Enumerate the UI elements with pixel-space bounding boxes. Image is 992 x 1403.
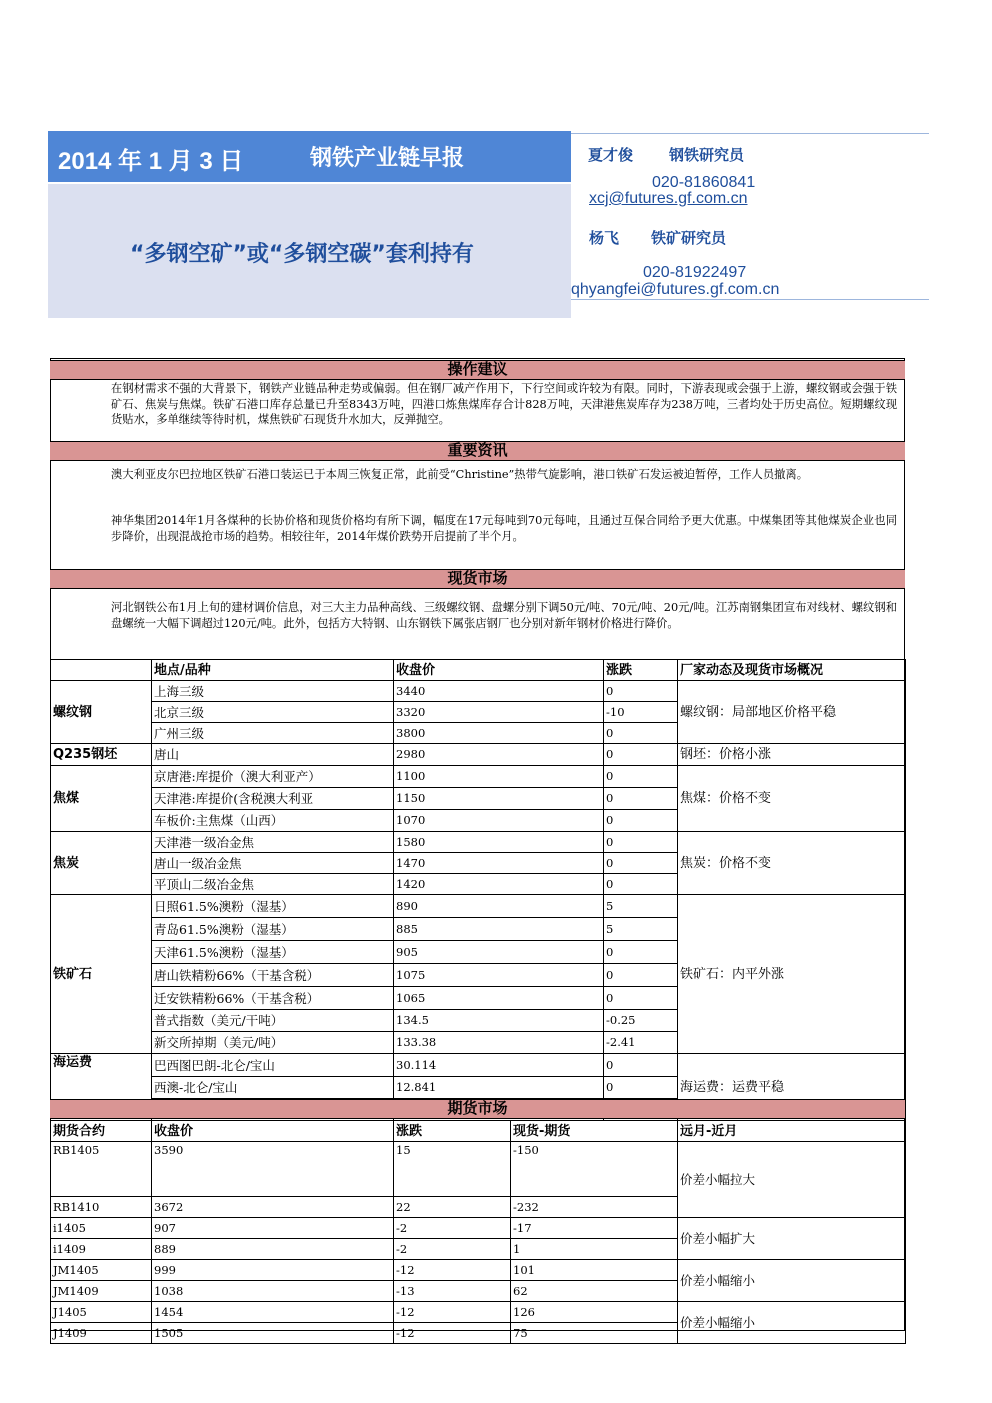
spot-header-row xyxy=(51,660,906,681)
price-change: 0 xyxy=(604,788,678,810)
item-name: 北京三级 xyxy=(152,702,394,723)
closing-price: 30.114 xyxy=(394,1054,604,1077)
closing-price: 1420 xyxy=(394,874,604,895)
report-subtitle: “多钢空矿”或“多钢空碳”套利持有 xyxy=(130,242,474,267)
closing-price: 890 xyxy=(394,895,604,918)
price-change: 15 xyxy=(394,1142,511,1197)
column-header: 现货-期货 xyxy=(511,1121,678,1142)
price-change: 5 xyxy=(604,918,678,941)
closing-price: 1065 xyxy=(394,987,604,1010)
item-name: 巴西图巴朗-北仑/宝山 xyxy=(152,1054,394,1077)
closing-price: 1100 xyxy=(394,766,604,788)
column-header: 涨跌 xyxy=(604,660,678,681)
price-change: 0 xyxy=(604,681,678,702)
contract-code: J1409 xyxy=(51,1323,152,1344)
table-row xyxy=(51,1302,906,1323)
closing-price: 2980 xyxy=(394,744,604,766)
spread-note: 价差小幅缩小 xyxy=(678,1302,906,1344)
table-row xyxy=(51,1260,906,1281)
column-header: 远月-近月 xyxy=(678,1121,906,1142)
item-name: 平顶山二级冶金焦 xyxy=(152,874,394,895)
spot-futures-basis: 1 xyxy=(511,1239,678,1260)
spot-futures-basis: 75 xyxy=(511,1323,678,1344)
analyst-phone: 020-81860841 xyxy=(652,174,756,191)
analyst-role: 钢铁研究员 xyxy=(669,146,745,164)
price-change: 0 xyxy=(604,874,678,895)
closing-price: 1038 xyxy=(152,1281,394,1302)
item-name: 普式指数（美元/干吨） xyxy=(152,1010,394,1032)
item-name: 新交所掉期（美元/吨） xyxy=(152,1032,394,1054)
market-note: 海运费：运费平稳 xyxy=(678,1054,906,1121)
closing-price: 889 xyxy=(152,1239,394,1260)
item-name: 天津61.5%澳粉（湿基） xyxy=(152,941,394,964)
futures-market-table xyxy=(50,1120,906,1344)
report-title: 钢铁产业链早报 xyxy=(310,146,465,171)
contract-code: JM1405 xyxy=(51,1260,152,1281)
contract-code: i1405 xyxy=(51,1218,152,1239)
price-change: -2.41 xyxy=(604,1032,678,1054)
analyst-email-link[interactable]: xcj@futures.gf.com.cn xyxy=(589,190,748,207)
section-heading-advice: 操作建议 xyxy=(50,360,905,380)
market-note: 焦煤：价格不变 xyxy=(678,766,906,832)
price-change: 0 xyxy=(604,810,678,832)
contract-code: JM1409 xyxy=(51,1281,152,1302)
spot-futures-basis: 101 xyxy=(511,1260,678,1281)
table-row xyxy=(51,832,906,853)
analyst-name: 夏才俊 xyxy=(588,146,634,164)
item-name: 日照61.5%澳粉（湿基） xyxy=(152,895,394,918)
closing-price: 3672 xyxy=(152,1197,394,1218)
closing-price: 905 xyxy=(394,941,604,964)
price-change: -12 xyxy=(394,1323,511,1344)
table-row xyxy=(51,895,906,918)
price-change: 0 xyxy=(604,766,678,788)
closing-price: 134.5 xyxy=(394,1010,604,1032)
price-change: 22 xyxy=(394,1197,511,1218)
price-change: 0 xyxy=(604,964,678,987)
advice-paragraph: 在钢材需求不强的大背景下，钢铁产业链品种走势或偏弱。但在钢厂减产作用下，下行空间或许较为有限。同时，下游表现或会强于上游，螺纹钢或会强于铁矿石、焦炭与焦煤。铁矿石港口库存总量已升至8343万吨，四港口炼焦煤库存合计828万吨，天津港焦炭库存为238万吨，三者均处于历史高位。短期螺纹现货贴水，多单继续等待时机，煤焦铁矿石现货升水加大，反弹抛空。 xyxy=(111,382,897,426)
analyst-role: 铁矿研究员 xyxy=(651,229,727,247)
closing-price: 1150 xyxy=(394,788,604,810)
header-rule-top xyxy=(571,133,929,134)
section-heading-news: 重要资讯 xyxy=(50,441,905,461)
section-heading-spot: 现货市场 xyxy=(50,569,905,589)
item-name: 西澳-北仑/宝山 xyxy=(152,1077,394,1099)
futures-table-body xyxy=(51,1121,906,1344)
category-label: 铁矿石 xyxy=(51,895,152,1054)
contract-code: RB1410 xyxy=(51,1197,152,1218)
closing-price: 3590 xyxy=(152,1142,394,1197)
price-change: -0.25 xyxy=(604,1010,678,1032)
category-label: 焦煤 xyxy=(51,766,152,832)
market-note: 焦炭：价格不变 xyxy=(678,832,906,895)
closing-price: 1580 xyxy=(394,832,604,853)
closing-price: 885 xyxy=(394,918,604,941)
price-change: 0 xyxy=(604,1054,678,1077)
closing-price: 133.38 xyxy=(394,1032,604,1054)
spread-note: 价差小幅扩大 xyxy=(678,1218,906,1260)
item-name: 迁安铁精粉66%（干基含税） xyxy=(152,987,394,1010)
closing-price: 1070 xyxy=(394,810,604,832)
market-note: 铁矿石：内平外涨 xyxy=(678,895,906,1054)
column-header: 期货合约 xyxy=(51,1121,152,1142)
price-change: 0 xyxy=(604,987,678,1010)
contract-code: J1405 xyxy=(51,1302,152,1323)
closing-price: 1470 xyxy=(394,853,604,874)
table-row xyxy=(51,681,906,702)
futures-header-row xyxy=(51,1121,906,1142)
header-rule-bottom xyxy=(571,299,929,300)
category-label: Q235钢坯 xyxy=(51,744,152,766)
news-paragraph: 神华集团2014年1月各煤种的长协价格和现货价格均有所下调，幅度在17元每吨到70元每吨，且通过互保合同给予更大优惠。中煤集团等其他煤炭企业也同步降价，出现混战抢市场的趋势。相较往年，2014年煤价跌势开启提前了半个月。 xyxy=(111,514,897,543)
price-change: 0 xyxy=(604,832,678,853)
spot-paragraph: 河北钢铁公布1月上旬的建材调价信息，对三大主力品种高线、三级螺纹钢、盘螺分别下调50元/吨、70元/吨、20元/吨。江苏南钢集团宣布对线材、螺纹钢和盘螺统一大幅下调超过120元/吨。此外，包括方大特钢、山东钢铁下属张店钢厂也分别对新年钢材价格进行降价。 xyxy=(111,601,897,630)
price-change: -12 xyxy=(394,1302,511,1323)
table-row xyxy=(51,1142,906,1197)
column-header: 涨跌 xyxy=(394,1121,511,1142)
spot-market-table xyxy=(50,659,906,1121)
column-header: 地点/品种 xyxy=(152,660,394,681)
item-name: 唐山一级冶金焦 xyxy=(152,853,394,874)
price-change: 0 xyxy=(604,1077,678,1099)
spread-note: 价差小幅拉大 xyxy=(678,1142,906,1218)
item-name: 天津港:库提价(含税澳大利亚 xyxy=(152,788,394,810)
closing-price: 3800 xyxy=(394,723,604,744)
spot-futures-basis: 62 xyxy=(511,1281,678,1302)
price-change: 5 xyxy=(604,895,678,918)
news-paragraph: 澳大利亚皮尔巴拉地区铁矿石港口装运已于本周三恢复正常，此前受“Christine”热带气旋影响，港口铁矿石发运被迫暂停，工作人员撤离。 xyxy=(111,468,809,481)
item-name: 天津港一级冶金焦 xyxy=(152,832,394,853)
item-name: 唐山铁精粉66%（干基含税） xyxy=(152,964,394,987)
price-change: -12 xyxy=(394,1260,511,1281)
price-change: -13 xyxy=(394,1281,511,1302)
closing-price: 999 xyxy=(152,1260,394,1281)
table-row xyxy=(51,744,906,766)
spot-futures-basis: 126 xyxy=(511,1302,678,1323)
market-note: 螺纹钢：局部地区价格平稳 xyxy=(678,681,906,744)
analyst-name: 杨飞 xyxy=(589,229,620,247)
table-row xyxy=(51,1218,906,1239)
closing-price: 3320 xyxy=(394,702,604,723)
column-header: 收盘价 xyxy=(152,1121,394,1142)
category-label: 焦炭 xyxy=(51,832,152,895)
item-name: 青岛61.5%澳粉（湿基） xyxy=(152,918,394,941)
item-name: 广州三级 xyxy=(152,723,394,744)
price-change: -10 xyxy=(604,702,678,723)
spot-table-body xyxy=(51,660,906,1121)
item-name: 唐山 xyxy=(152,744,394,766)
closing-price: 1075 xyxy=(394,964,604,987)
price-change: 0 xyxy=(604,853,678,874)
closing-price: 12.841 xyxy=(394,1077,604,1099)
analyst-phone: 020-81922497 xyxy=(643,264,747,281)
analyst-email: qhyangfei@futures.gf.com.cn xyxy=(571,281,780,298)
closing-price: 1454 xyxy=(152,1302,394,1323)
price-change: -2 xyxy=(394,1239,511,1260)
price-change: -2 xyxy=(394,1218,511,1239)
spot-futures-basis: -150 xyxy=(511,1142,678,1197)
spot-futures-basis: -17 xyxy=(511,1218,678,1239)
spot-futures-basis: -232 xyxy=(511,1197,678,1218)
closing-price: 3440 xyxy=(394,681,604,702)
category-label: 海运费 xyxy=(51,1054,152,1121)
contract-code: RB1405 xyxy=(51,1142,152,1197)
closing-price: 1505 xyxy=(152,1323,394,1344)
closing-price: 907 xyxy=(152,1218,394,1239)
table-row xyxy=(51,766,906,788)
column-header: 收盘价 xyxy=(394,660,604,681)
category-label: 螺纹钢 xyxy=(51,681,152,744)
price-change: 0 xyxy=(604,723,678,744)
item-name: 车板价:主焦煤（山西） xyxy=(152,810,394,832)
table-row xyxy=(51,1054,906,1077)
item-name: 京唐港:库提价（澳大利亚产） xyxy=(152,766,394,788)
column-header: 厂家动态及现货市场概况 xyxy=(678,660,906,681)
spread-note: 价差小幅缩小 xyxy=(678,1260,906,1302)
price-change: 0 xyxy=(604,941,678,964)
market-note: 钢坯：价格小涨 xyxy=(678,744,906,766)
price-change: 0 xyxy=(604,744,678,766)
contract-code: i1409 xyxy=(51,1239,152,1260)
item-name: 上海三级 xyxy=(152,681,394,702)
column-header xyxy=(51,660,152,681)
section-heading-futures: 期货市场 xyxy=(50,1099,905,1119)
report-date: 2014 年 1 月 3 日 xyxy=(58,148,244,175)
